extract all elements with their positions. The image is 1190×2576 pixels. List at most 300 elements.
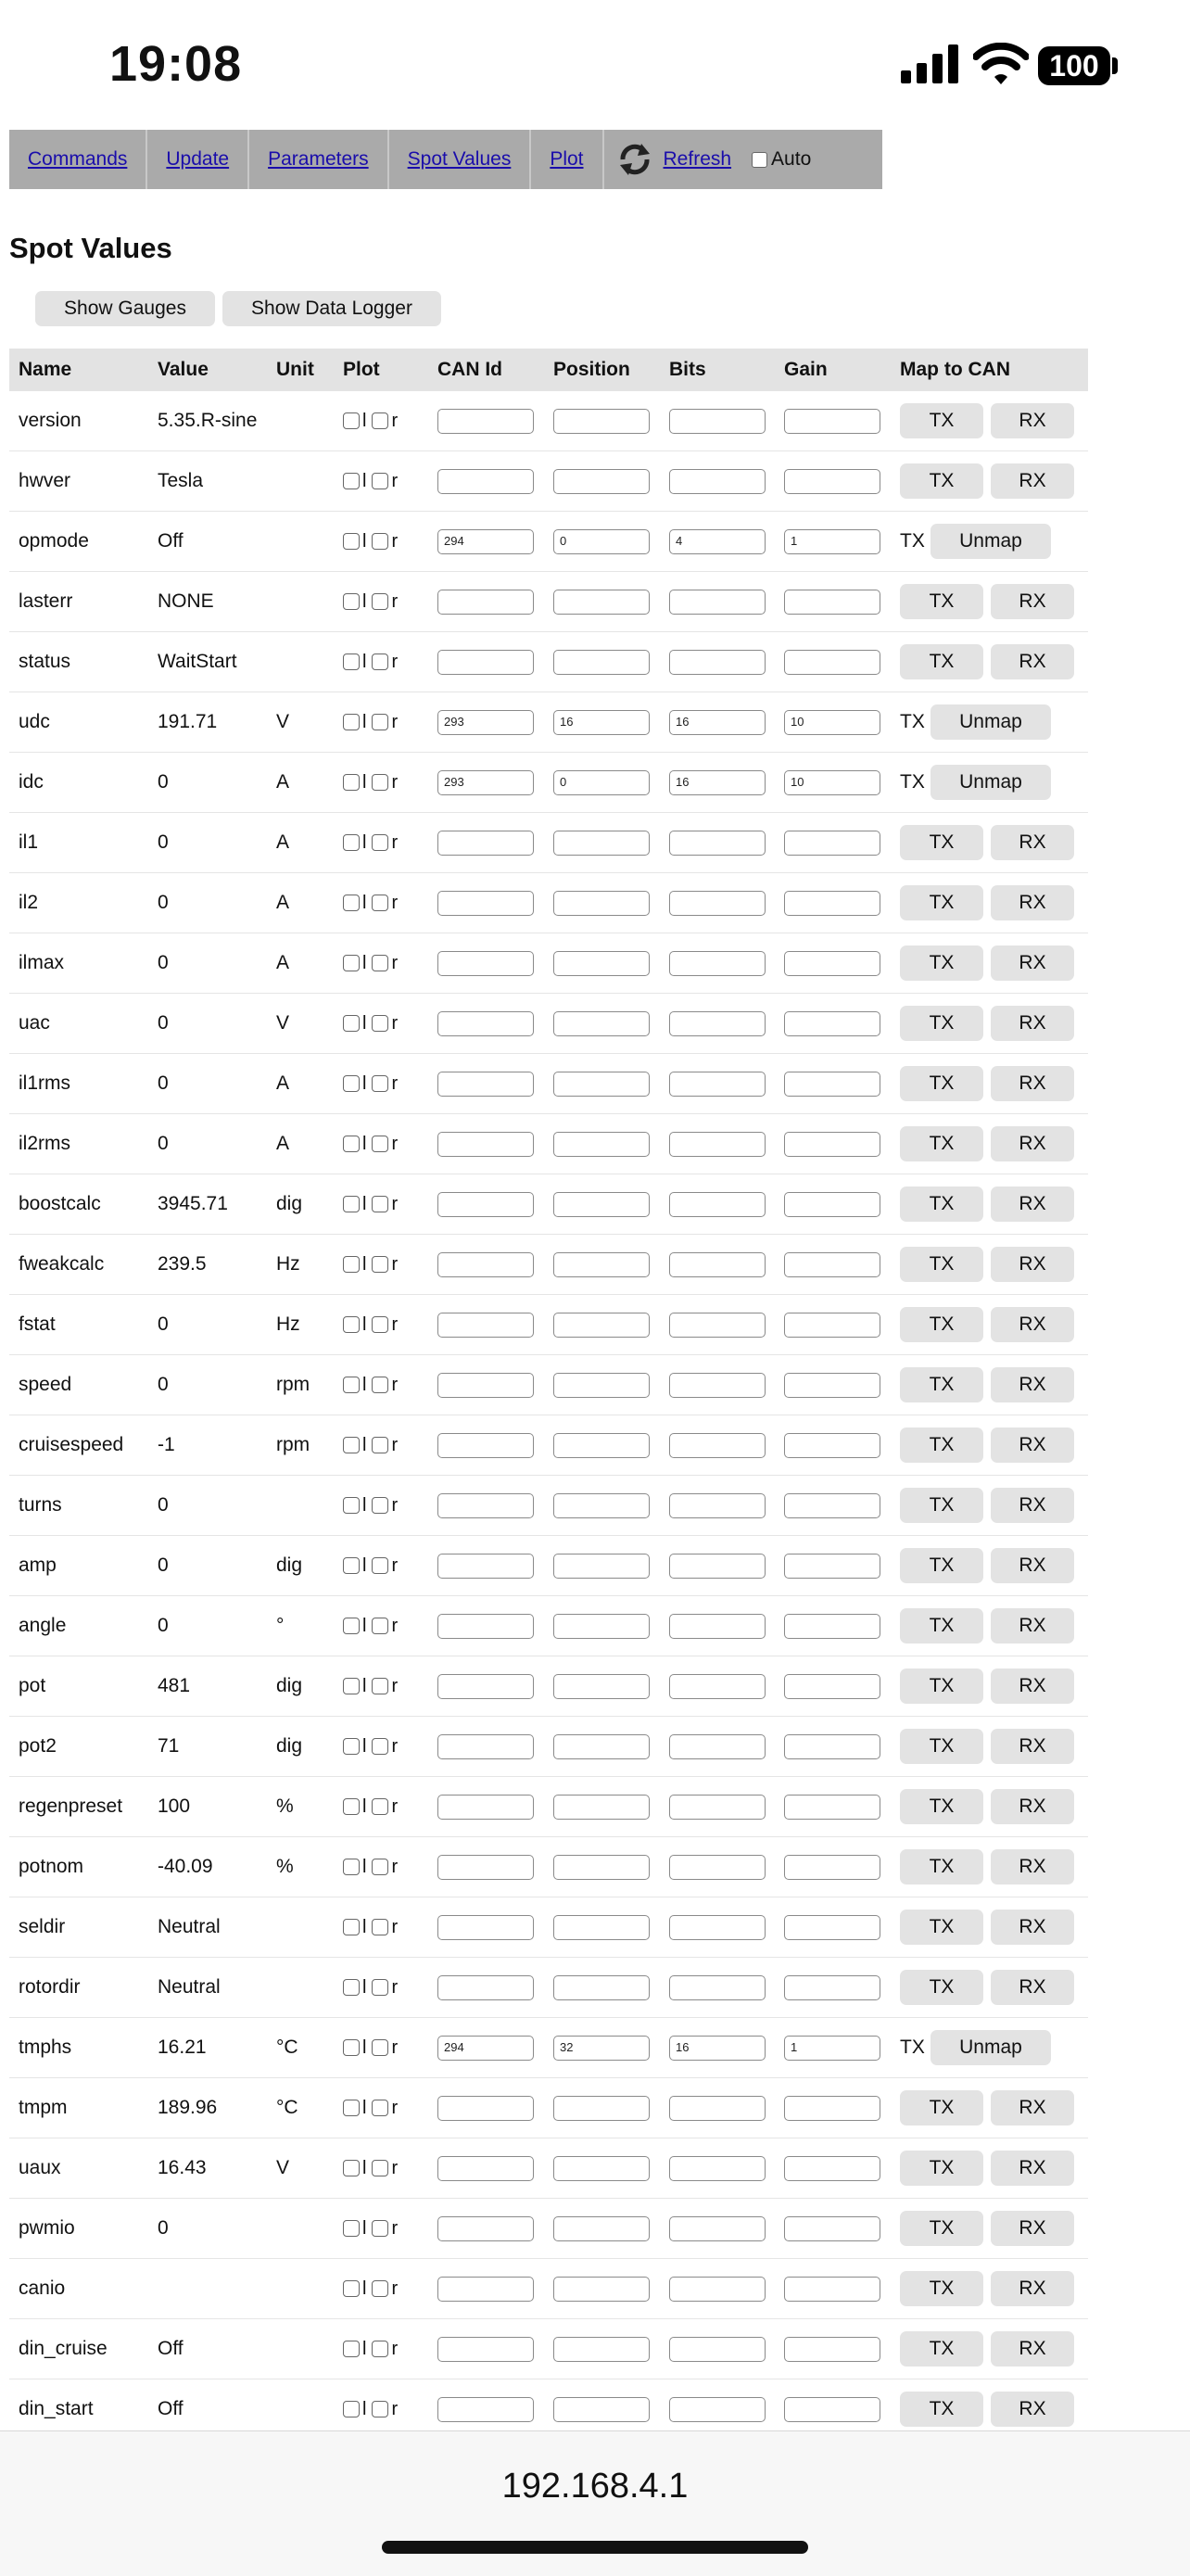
map-rx-button[interactable]: RX: [991, 1849, 1074, 1884]
nav-link-plot[interactable]: Plot: [550, 148, 584, 170]
map-rx-button[interactable]: RX: [991, 2392, 1074, 2427]
can-id-input[interactable]: [437, 1072, 534, 1097]
map-rx-button[interactable]: RX: [991, 2211, 1074, 2246]
can-id-input[interactable]: [437, 891, 534, 916]
bits-input[interactable]: [669, 831, 766, 856]
plot-axis-selector: [343, 1114, 428, 1174]
gain-input[interactable]: [784, 1855, 880, 1880]
auto-refresh-checkbox[interactable]: [752, 152, 767, 168]
map-tx-button[interactable]: TX: [900, 1548, 983, 1583]
plot-right-checkbox[interactable]: [372, 1136, 388, 1152]
plot-left-checkbox[interactable]: [343, 1859, 360, 1875]
map-tx-button[interactable]: TX: [900, 885, 983, 920]
bits-input[interactable]: [669, 2156, 766, 2181]
plot-left-checkbox[interactable]: [343, 2039, 360, 2056]
plot-left-checkbox[interactable]: [343, 1618, 360, 1634]
plot-right-checkbox[interactable]: [372, 412, 388, 429]
position-input[interactable]: [553, 650, 650, 675]
position-input[interactable]: [553, 469, 650, 494]
can-id-input[interactable]: [437, 1192, 534, 1217]
can-id-input[interactable]: [437, 1313, 534, 1338]
show-gauges-button[interactable]: Show Gauges: [35, 291, 215, 326]
gain-input[interactable]: [784, 1493, 880, 1518]
position-input[interactable]: 16: [553, 710, 650, 735]
bits-input[interactable]: [669, 1855, 766, 1880]
gain-input[interactable]: [784, 1433, 880, 1458]
map-rx-button[interactable]: RX: [991, 1789, 1074, 1824]
bits-input[interactable]: [669, 1192, 766, 1217]
map-rx-button[interactable]: RX: [991, 1669, 1074, 1704]
can-id-input[interactable]: [437, 409, 534, 434]
map-tx-button[interactable]: TX: [900, 945, 983, 981]
nav-link-refresh[interactable]: Refresh: [663, 148, 732, 170]
bits-input[interactable]: [669, 469, 766, 494]
plot-left-checkbox[interactable]: [343, 1678, 360, 1694]
refresh-icon[interactable]: [617, 142, 652, 177]
can-id-input[interactable]: [437, 1011, 534, 1036]
plot-right-checkbox[interactable]: [372, 1015, 388, 1032]
plot-axis-selector: [343, 2379, 428, 2430]
map-tx-button[interactable]: TX: [900, 2331, 983, 2367]
plot-right-checkbox[interactable]: [372, 895, 388, 911]
plot-right-checkbox[interactable]: [372, 955, 388, 971]
map-tx-button[interactable]: TX: [900, 1307, 983, 1342]
plot-left-checkbox[interactable]: [343, 1557, 360, 1574]
gain-input[interactable]: [784, 1734, 880, 1759]
plot-right-label: r: [391, 1976, 399, 1998]
position-input[interactable]: [553, 2397, 650, 2422]
bits-input[interactable]: [669, 1975, 766, 2000]
plot-left-checkbox[interactable]: [343, 533, 360, 550]
can-id-input[interactable]: 294: [437, 2036, 534, 2061]
bits-input[interactable]: [669, 1493, 766, 1518]
map-rx-button[interactable]: RX: [991, 945, 1074, 981]
can-id-input[interactable]: [437, 469, 534, 494]
can-id-input[interactable]: [437, 951, 534, 976]
map-rx-button[interactable]: RX: [991, 1307, 1074, 1342]
map-tx-button[interactable]: TX: [900, 1669, 983, 1704]
position-input[interactable]: [553, 1433, 650, 1458]
plot-right-checkbox[interactable]: [372, 2100, 388, 2116]
plot-left-checkbox[interactable]: [343, 1256, 360, 1273]
map-rx-button[interactable]: RX: [991, 825, 1074, 860]
gain-input[interactable]: 1: [784, 529, 880, 554]
position-input[interactable]: 32: [553, 2036, 650, 2061]
plot-left-checkbox[interactable]: [343, 1979, 360, 1996]
map-tx-button[interactable]: TX: [900, 1608, 983, 1643]
map-rx-button[interactable]: RX: [991, 2271, 1074, 2306]
gain-input[interactable]: [784, 1975, 880, 2000]
map-rx-button[interactable]: RX: [991, 1488, 1074, 1523]
gain-input[interactable]: [784, 2096, 880, 2121]
bits-input[interactable]: [669, 1554, 766, 1579]
map-tx-button[interactable]: TX: [900, 1849, 983, 1884]
position-input[interactable]: [553, 1252, 650, 1277]
map-tx-button[interactable]: TX: [900, 825, 983, 860]
position-input[interactable]: [553, 1554, 650, 1579]
map-rx-button[interactable]: RX: [991, 584, 1074, 619]
position-input[interactable]: [553, 590, 650, 615]
bits-input[interactable]: [669, 2096, 766, 2121]
map-tx-button[interactable]: TX: [900, 2151, 983, 2186]
gain-input[interactable]: [784, 409, 880, 434]
gain-input[interactable]: [784, 1313, 880, 1338]
gain-input[interactable]: [784, 1915, 880, 1940]
bits-input[interactable]: [669, 1313, 766, 1338]
plot-right-checkbox[interactable]: [372, 1075, 388, 1092]
gain-input[interactable]: [784, 1554, 880, 1579]
bits-input[interactable]: [669, 650, 766, 675]
plot-left-checkbox[interactable]: [343, 2100, 360, 2116]
map-rx-button[interactable]: RX: [991, 885, 1074, 920]
gain-input[interactable]: [784, 831, 880, 856]
can-id-input[interactable]: [437, 1614, 534, 1639]
map-tx-button[interactable]: TX: [900, 1247, 983, 1282]
map-rx-button[interactable]: RX: [991, 1548, 1074, 1583]
gain-input[interactable]: [784, 1072, 880, 1097]
can-id-input[interactable]: [437, 2277, 534, 2302]
bits-input[interactable]: 16: [669, 770, 766, 795]
unmap-button[interactable]: Unmap: [930, 524, 1051, 559]
plot-right-checkbox[interactable]: [372, 1919, 388, 1935]
spot-unit: °C: [276, 2037, 298, 2058]
plot-right-checkbox[interactable]: [372, 1377, 388, 1393]
map-tx-button[interactable]: TX: [900, 403, 983, 438]
can-id-input[interactable]: [437, 831, 534, 856]
plot-right-checkbox[interactable]: [372, 1557, 388, 1574]
map-tx-button[interactable]: TX: [900, 1910, 983, 1945]
can-id-input[interactable]: [437, 590, 534, 615]
nav-item-commands: [9, 130, 147, 189]
position-input[interactable]: [553, 2096, 650, 2121]
nav-link-parameters[interactable]: Parameters: [268, 148, 369, 170]
spot-unit: [267, 1476, 334, 1536]
plot-right-checkbox[interactable]: [372, 1979, 388, 1996]
gain-input[interactable]: [784, 2216, 880, 2241]
bits-input[interactable]: [669, 1011, 766, 1036]
plot-right-checkbox[interactable]: [372, 2401, 388, 2417]
spot-value: 5.35.R-sine: [158, 410, 258, 431]
map-rx-button[interactable]: RX: [991, 1367, 1074, 1402]
plot-left-checkbox[interactable]: [343, 1497, 360, 1514]
can-id-input[interactable]: [437, 2096, 534, 2121]
gain-input[interactable]: [784, 1674, 880, 1699]
map-tx-button[interactable]: TX: [900, 1789, 983, 1824]
spot-name: rotordir: [19, 1976, 81, 1998]
gain-input[interactable]: [784, 1011, 880, 1036]
nav-link-spot-values[interactable]: Spot Values: [407, 148, 512, 170]
can-id-input[interactable]: [437, 2337, 534, 2362]
map-rx-button[interactable]: RX: [991, 403, 1074, 438]
plot-left-checkbox[interactable]: [343, 1015, 360, 1032]
map-rx-button[interactable]: RX: [991, 2331, 1074, 2367]
bits-input[interactable]: [669, 590, 766, 615]
gain-cell: [775, 1054, 891, 1114]
plot-left-checkbox[interactable]: [343, 2280, 360, 2297]
position-input[interactable]: 0: [553, 770, 650, 795]
plot-left-checkbox[interactable]: [343, 1316, 360, 1333]
bits-input[interactable]: 4: [669, 529, 766, 554]
position-input[interactable]: [553, 1734, 650, 1759]
gain-input[interactable]: [784, 2397, 880, 2422]
plot-right-checkbox[interactable]: [372, 473, 388, 489]
plot-left-checkbox[interactable]: [343, 1738, 360, 1755]
spot-unit: Hz: [276, 1253, 300, 1275]
can-id-input[interactable]: 294: [437, 529, 534, 554]
can-id-input[interactable]: [437, 1674, 534, 1699]
map-rx-button[interactable]: RX: [991, 463, 1074, 499]
bits-input[interactable]: [669, 1674, 766, 1699]
position-input[interactable]: [553, 831, 650, 856]
map-rx-button[interactable]: RX: [991, 644, 1074, 679]
gain-input[interactable]: [784, 650, 880, 675]
bits-input[interactable]: [669, 2277, 766, 2302]
gain-input[interactable]: [784, 1614, 880, 1639]
position-input[interactable]: [553, 891, 650, 916]
plot-right-checkbox[interactable]: [372, 1437, 388, 1453]
gain-cell: [775, 2319, 891, 2379]
can-id-input[interactable]: [437, 1855, 534, 1880]
map-rx-button[interactable]: RX: [991, 1608, 1074, 1643]
plot-right-checkbox[interactable]: [372, 1497, 388, 1514]
can-id-input[interactable]: 293: [437, 770, 534, 795]
plot-left-checkbox[interactable]: [343, 654, 360, 670]
bits-cell: [660, 2078, 775, 2138]
gain-input[interactable]: [784, 891, 880, 916]
bits-input[interactable]: [669, 2337, 766, 2362]
gain-input[interactable]: [784, 1252, 880, 1277]
plot-right-checkbox[interactable]: [372, 2160, 388, 2176]
position-input[interactable]: [553, 409, 650, 434]
gain-input[interactable]: 1: [784, 2036, 880, 2061]
unmap-button[interactable]: Unmap: [930, 765, 1051, 800]
plot-left-checkbox[interactable]: [343, 1136, 360, 1152]
plot-left-checkbox[interactable]: [343, 2220, 360, 2237]
gain-input[interactable]: [784, 590, 880, 615]
gain-input[interactable]: [784, 2156, 880, 2181]
position-input[interactable]: [553, 1674, 650, 1699]
map-tx-button[interactable]: TX: [900, 1006, 983, 1041]
can-id-input[interactable]: [437, 1493, 534, 1518]
can-id-input[interactable]: [437, 1252, 534, 1277]
map-tx-button[interactable]: TX: [900, 463, 983, 499]
plot-right-checkbox[interactable]: [372, 1738, 388, 1755]
plot-right-checkbox[interactable]: [372, 1678, 388, 1694]
bits-input[interactable]: [669, 1915, 766, 1940]
bits-input[interactable]: [669, 1132, 766, 1157]
plot-left-checkbox[interactable]: [343, 473, 360, 489]
plot-left-checkbox[interactable]: [343, 2160, 360, 2176]
unmap-button[interactable]: Unmap: [930, 2030, 1051, 2065]
map-rx-button[interactable]: RX: [991, 1186, 1074, 1222]
show-data-logger-button[interactable]: Show Data Logger: [222, 291, 441, 326]
plot-right-checkbox[interactable]: [372, 1859, 388, 1875]
spot-value: WaitStart: [158, 651, 237, 672]
position-input[interactable]: [553, 1011, 650, 1036]
map-tx-button[interactable]: TX: [900, 2392, 983, 2427]
gain-input[interactable]: 10: [784, 710, 880, 735]
position-input[interactable]: [553, 1975, 650, 2000]
map-tx-button[interactable]: TX: [900, 2271, 983, 2306]
plot-right-checkbox[interactable]: [372, 1798, 388, 1815]
can-id-input[interactable]: [437, 1734, 534, 1759]
can-id-input[interactable]: [437, 650, 534, 675]
can-id-input[interactable]: [437, 1915, 534, 1940]
can-id-input[interactable]: [437, 2156, 534, 2181]
bits-input[interactable]: 16: [669, 710, 766, 735]
gain-input[interactable]: [784, 2337, 880, 2362]
plot-right-checkbox[interactable]: [372, 593, 388, 610]
position-input[interactable]: [553, 951, 650, 976]
plot-left-checkbox[interactable]: [343, 714, 360, 730]
plot-axis-selector: [343, 1717, 428, 1776]
nav-item-spot-values: [389, 130, 532, 189]
gain-input[interactable]: [784, 1132, 880, 1157]
map-rx-button[interactable]: RX: [991, 1006, 1074, 1041]
map-rx-button[interactable]: RX: [991, 1126, 1074, 1161]
gain-input[interactable]: [784, 1795, 880, 1820]
map-rx-button[interactable]: RX: [991, 2090, 1074, 2126]
plot-left-checkbox[interactable]: [343, 412, 360, 429]
plot-left-label: l: [362, 771, 367, 793]
position-input[interactable]: 0: [553, 529, 650, 554]
map-rx-button[interactable]: RX: [991, 1428, 1074, 1463]
position-input[interactable]: [553, 1132, 650, 1157]
position-input[interactable]: [553, 1373, 650, 1398]
can-id-input[interactable]: [437, 1132, 534, 1157]
plot-left-checkbox[interactable]: [343, 1196, 360, 1212]
map-to-can-cell: [891, 1897, 1088, 1958]
plot-right-checkbox[interactable]: [372, 2220, 388, 2237]
plot-right-checkbox[interactable]: [372, 1618, 388, 1634]
plot-right-checkbox[interactable]: [372, 2341, 388, 2357]
map-rx-button[interactable]: RX: [991, 1247, 1074, 1282]
unmap-button[interactable]: Unmap: [930, 704, 1051, 740]
plot-right-checkbox[interactable]: [372, 2039, 388, 2056]
plot-left-checkbox[interactable]: [343, 2401, 360, 2417]
plot-left-checkbox[interactable]: [343, 955, 360, 971]
bits-input[interactable]: [669, 1734, 766, 1759]
position-input[interactable]: [553, 2277, 650, 2302]
plot-left-checkbox[interactable]: [343, 1919, 360, 1935]
map-tx-button[interactable]: TX: [900, 1729, 983, 1764]
nav-link-update[interactable]: Update: [166, 148, 230, 170]
position-input[interactable]: [553, 1493, 650, 1518]
map-tx-button[interactable]: TX: [900, 1066, 983, 1101]
bits-input[interactable]: [669, 1373, 766, 1398]
plot-right-checkbox[interactable]: [372, 1256, 388, 1273]
map-rx-button[interactable]: RX: [991, 2151, 1074, 2186]
map-tx-button[interactable]: TX: [900, 584, 983, 619]
bits-input[interactable]: [669, 951, 766, 976]
gain-input[interactable]: [784, 2277, 880, 2302]
map-tx-button[interactable]: TX: [900, 644, 983, 679]
gain-input[interactable]: 10: [784, 770, 880, 795]
gain-input[interactable]: [784, 469, 880, 494]
plot-right-checkbox[interactable]: [372, 533, 388, 550]
bits-input[interactable]: [669, 1433, 766, 1458]
gain-input[interactable]: [784, 951, 880, 976]
plot-left-checkbox[interactable]: [343, 1437, 360, 1453]
position-input[interactable]: [553, 1192, 650, 1217]
plot-left-checkbox[interactable]: [343, 1075, 360, 1092]
plot-left-checkbox[interactable]: [343, 1377, 360, 1393]
can-id-input[interactable]: [437, 1554, 534, 1579]
can-id-input[interactable]: [437, 2216, 534, 2241]
map-tx-button[interactable]: TX: [900, 1428, 983, 1463]
can-id-input[interactable]: [437, 1975, 534, 2000]
bits-input[interactable]: 16: [669, 2036, 766, 2061]
nav-link-commands[interactable]: Commands: [28, 148, 128, 170]
bits-input[interactable]: [669, 1072, 766, 1097]
address-bar[interactable]: 192.168.4.1: [501, 2467, 689, 2506]
position-input[interactable]: [553, 1855, 650, 1880]
map-rx-button[interactable]: RX: [991, 1066, 1074, 1101]
plot-right-checkbox[interactable]: [372, 834, 388, 851]
map-rx-button[interactable]: RX: [991, 1970, 1074, 2005]
can-id-input[interactable]: [437, 2397, 534, 2422]
can-id-input[interactable]: [437, 1433, 534, 1458]
bits-input[interactable]: [669, 409, 766, 434]
plot-right-checkbox[interactable]: [372, 1196, 388, 1212]
plot-left-label: l: [362, 952, 367, 973]
plot-right-checkbox[interactable]: [372, 2280, 388, 2297]
gain-input[interactable]: [784, 1192, 880, 1217]
plot-right-checkbox[interactable]: [372, 774, 388, 791]
can-id-input[interactable]: 293: [437, 710, 534, 735]
position-input[interactable]: [553, 2156, 650, 2181]
map-rx-button[interactable]: RX: [991, 1910, 1074, 1945]
map-tx-button[interactable]: TX: [900, 1488, 983, 1523]
position-input[interactable]: [553, 2216, 650, 2241]
bits-input[interactable]: [669, 1252, 766, 1277]
gain-input[interactable]: [784, 1373, 880, 1398]
plot-left-checkbox[interactable]: [343, 2341, 360, 2357]
position-input[interactable]: [553, 2337, 650, 2362]
map-tx-button[interactable]: TX: [900, 1186, 983, 1222]
position-input[interactable]: [553, 1313, 650, 1338]
plot-right-checkbox[interactable]: [372, 1316, 388, 1333]
plot-left-checkbox[interactable]: [343, 834, 360, 851]
plot-left-label: l: [362, 1313, 367, 1335]
map-tx-button[interactable]: TX: [900, 1367, 983, 1402]
bits-input[interactable]: [669, 891, 766, 916]
plot-left-checkbox[interactable]: [343, 593, 360, 610]
map-rx-button[interactable]: RX: [991, 1729, 1074, 1764]
map-tx-button[interactable]: TX: [900, 2090, 983, 2126]
position-input[interactable]: [553, 1072, 650, 1097]
can-id-input[interactable]: [437, 1373, 534, 1398]
bits-input[interactable]: [669, 2397, 766, 2422]
plot-right-label: r: [391, 1554, 399, 1576]
map-tx-button[interactable]: TX: [900, 2211, 983, 2246]
bits-input[interactable]: [669, 1614, 766, 1639]
plot-right-checkbox[interactable]: [372, 654, 388, 670]
bits-input[interactable]: [669, 2216, 766, 2241]
plot-left-label: l: [362, 2097, 367, 2118]
plot-left-checkbox[interactable]: [343, 895, 360, 911]
bits-input[interactable]: [669, 1795, 766, 1820]
map-tx-button[interactable]: TX: [900, 1970, 983, 2005]
plot-left-checkbox[interactable]: [343, 1798, 360, 1815]
can-id-input[interactable]: [437, 1795, 534, 1820]
position-input[interactable]: [553, 1795, 650, 1820]
plot-left-checkbox[interactable]: [343, 774, 360, 791]
position-input[interactable]: [553, 1614, 650, 1639]
position-input[interactable]: [553, 1915, 650, 1940]
plot-right-checkbox[interactable]: [372, 714, 388, 730]
map-tx-button[interactable]: TX: [900, 1126, 983, 1161]
